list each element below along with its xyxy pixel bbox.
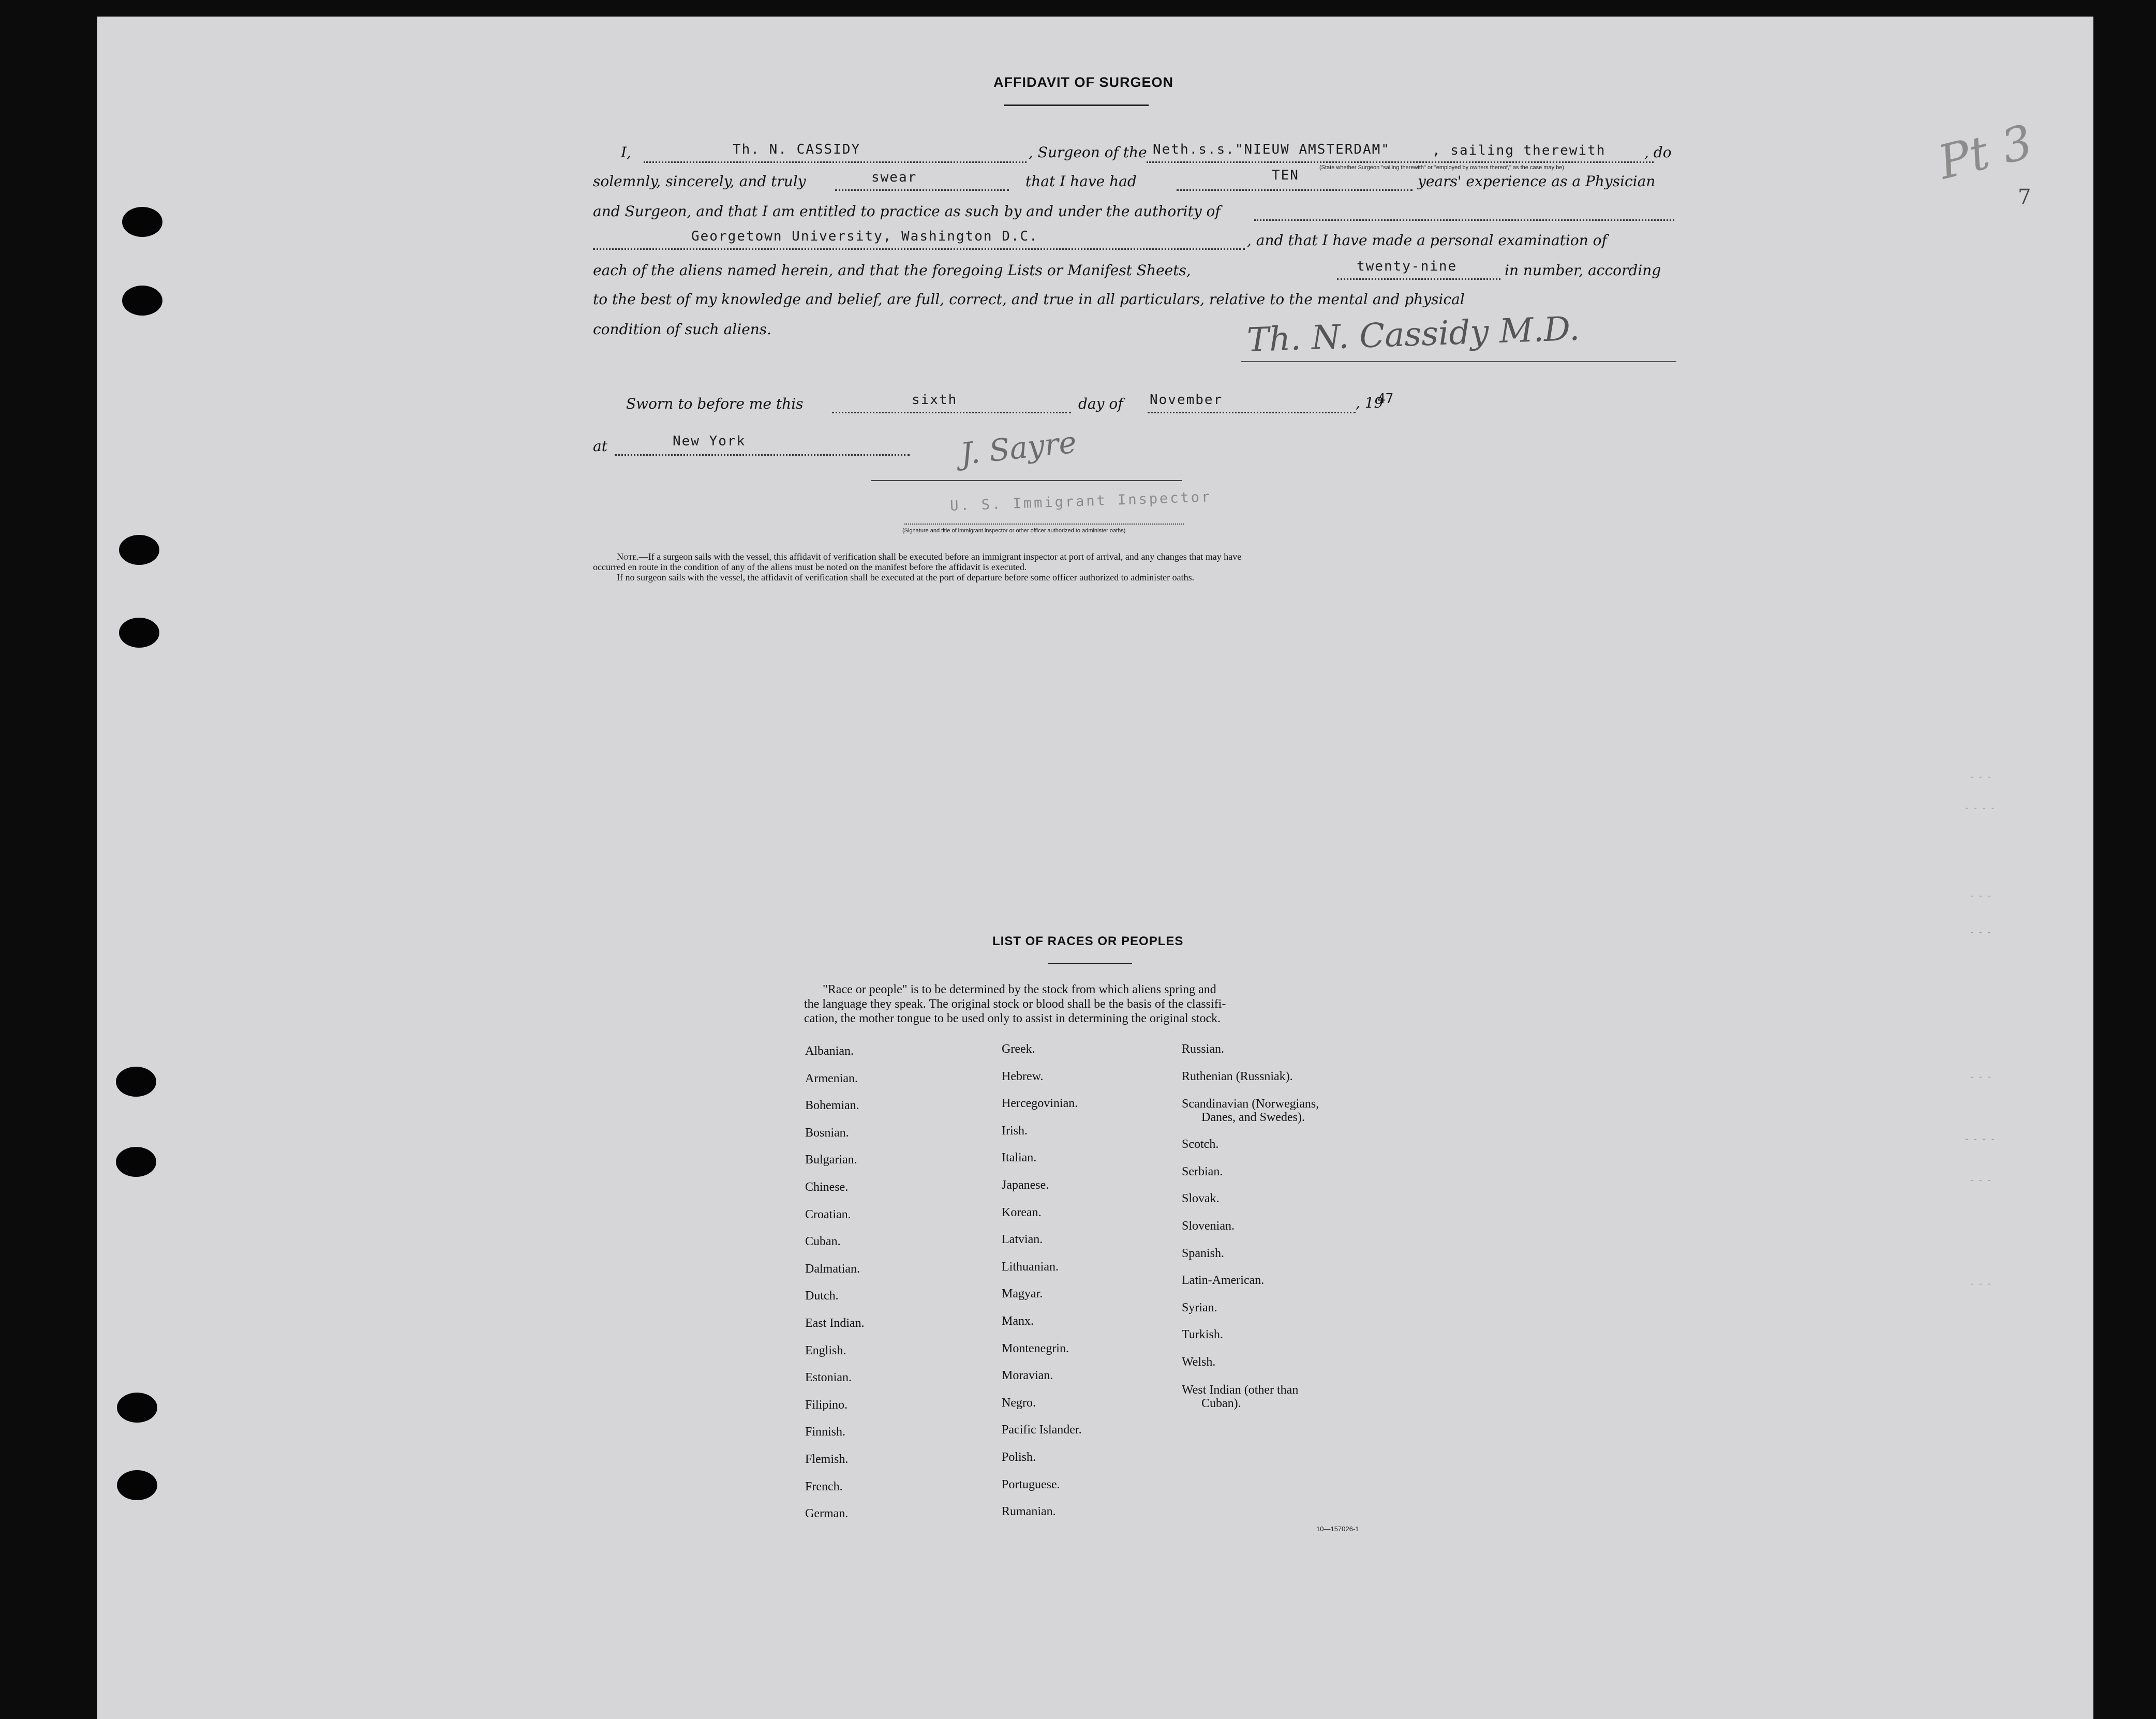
inspector-signature: J. Sayre (959, 424, 1078, 472)
affidavit-line5b: in number, according (1505, 262, 1661, 279)
fill-line (593, 248, 1245, 250)
race-item: Dalmatian. (805, 1262, 860, 1276)
fill-line (832, 412, 1071, 413)
fill-line (1147, 161, 1654, 163)
sworn-place: New York (673, 434, 746, 449)
note-line-1 (617, 551, 1241, 562)
affidavit-line5a: each of the aliens named herein, and that the foregoing Lists or Manifest Sheets, (593, 262, 1191, 279)
race-item: Serbian. (1182, 1164, 1223, 1178)
vessel-name: Neth.s.s."NIEUW AMSTERDAM" (1153, 142, 1390, 157)
race-item: Syrian. (1182, 1301, 1217, 1314)
punch-hole (122, 207, 162, 237)
races-intro-2: the language they speak. The original stock or blood shall be the basis of the classifi- (804, 997, 1226, 1011)
at-label: at (593, 438, 607, 455)
year-prefix: , 19 (1356, 394, 1384, 411)
title-underline (1004, 104, 1149, 106)
race-item: Estonian. (805, 1371, 852, 1385)
race-item: Portuguese. (1002, 1477, 1060, 1491)
race-item: Irish. (1002, 1124, 1028, 1138)
years-experience: TEN (1272, 168, 1299, 183)
margin-mark: 7 (2018, 185, 2031, 209)
punch-hole (116, 1147, 156, 1177)
surgeon-status-note: (State whether Surgeon "sailing therewith" or "employed by owners thereof," as the case may be) (1319, 165, 1564, 171)
bleed-through-mark: - - - (1970, 772, 1993, 782)
sworn-day: sixth (912, 392, 958, 408)
race-item: Finnish. (805, 1425, 846, 1439)
race-item: Latvian. (1002, 1233, 1043, 1247)
punch-hole (117, 1470, 157, 1500)
race-item: Bohemian. (805, 1099, 859, 1113)
race-item: Slovak. (1182, 1192, 1220, 1206)
race-item: Spanish. (1182, 1246, 1225, 1260)
races-title-underline (1048, 963, 1132, 964)
race-item: Polish. (1002, 1450, 1036, 1464)
oath-type: swear (871, 170, 917, 185)
race-item: Scotch. (1182, 1138, 1219, 1152)
race-item: Albanian. (805, 1044, 854, 1058)
scan-border-left (0, 0, 97, 1719)
margin-annotation: Pt 3 (1933, 114, 2038, 190)
surgeon-of-text: , Surgeon of the (1029, 144, 1147, 161)
race-item: Montenegrin. (1002, 1341, 1069, 1355)
race-item: Turkish. (1182, 1328, 1223, 1342)
scan-border-top (0, 0, 2156, 17)
race-item: Moravian. (1002, 1369, 1053, 1383)
affidavit-line2c: years' experience as a Physician (1418, 173, 1656, 190)
inspector-stamp: U. S. Immigrant Inspector (949, 489, 1212, 514)
race-item: French. (805, 1479, 843, 1493)
punch-hole (122, 286, 162, 316)
race-item: Negro. (1002, 1396, 1036, 1410)
sworn-month: November (1150, 392, 1223, 408)
race-item: English. (805, 1343, 846, 1357)
affidavit-line4: , and that I have made a personal examination of (1247, 232, 1607, 249)
race-item: Lithuanian. (1002, 1260, 1059, 1274)
inspector-caption: (Signature and title of immigrant inspector or other officer authorized to administer oaths) (902, 528, 1126, 534)
race-item: Danes, and Swedes). (1201, 1111, 1305, 1125)
surgeon-signature: Th. N. Cassidy M.D. (1246, 309, 1581, 360)
scan-border-right (2093, 0, 2156, 1719)
races-column-3 (1182, 1036, 1319, 1410)
race-item: Rumanian. (1002, 1505, 1056, 1519)
affidavit-line7: condition of such aliens. (593, 321, 772, 338)
race-item: Manx. (1002, 1314, 1034, 1328)
race-item: Greek. (1002, 1042, 1035, 1056)
fill-line (904, 524, 1184, 525)
race-item: West Indian (other than (1182, 1383, 1299, 1397)
do-text: , do (1644, 144, 1672, 161)
affidavit-line3: and Surgeon, and that I am entitled to practice as such by and under the authority of (593, 203, 1221, 220)
fill-line (1254, 219, 1674, 221)
races-title: LIST OF RACES OR PEOPLES (992, 934, 1184, 948)
race-item: Cuban. (805, 1235, 841, 1249)
race-item: Dutch. (805, 1289, 839, 1303)
race-item: Japanese. (1002, 1178, 1049, 1192)
races-column-1 (805, 1038, 865, 1528)
fill-line (644, 161, 1027, 163)
race-item: German. (805, 1507, 849, 1521)
punch-hole (117, 1393, 157, 1423)
race-item: Chinese. (805, 1180, 849, 1194)
note-text-1: —If a surgeon sails with the vessel, this affidavit of verification shall be executed before an immigrant inspector at port of arrival, and any changes that may have (638, 551, 1242, 562)
race-item: East Indian. (805, 1316, 865, 1330)
race-item: Korean. (1002, 1205, 1042, 1219)
punch-hole (119, 535, 159, 565)
bleed-through-mark: - - - (1970, 1175, 1993, 1185)
fill-line (1148, 412, 1356, 413)
document-sheet (97, 17, 2093, 1719)
affidavit-line6: to the best of my knowledge and belief, are full, correct, and true in all particulars, relative to the mental and physical (593, 291, 1465, 308)
race-item: Bulgarian. (805, 1153, 857, 1167)
race-item: Italian. (1002, 1151, 1037, 1165)
note-line-2: occurred en route in the condition of any of the aliens must be noted on the manifest before the affidavit is executed. (593, 562, 1027, 572)
fill-line (1337, 278, 1500, 280)
races-intro-1: "Race or people" is to be determined by the stock from which aliens spring and (823, 983, 1216, 996)
punch-hole (119, 618, 159, 648)
bleed-through-mark: - - - - (1965, 1134, 1996, 1144)
bleed-through-mark: - - - - (1965, 803, 1996, 813)
race-item: Welsh. (1182, 1355, 1216, 1369)
bleed-through-mark: - - - (1970, 1072, 1993, 1082)
inspector-signature-line (871, 480, 1182, 481)
race-item: Hercegovinian. (1002, 1097, 1078, 1111)
race-item: Scandinavian (Norwegians, (1182, 1097, 1319, 1111)
form-number: 10—157026-1 (1316, 1525, 1359, 1533)
race-item: Magyar. (1002, 1287, 1043, 1301)
race-item: Pacific Islander. (1002, 1423, 1082, 1437)
surgeon-name: Th. N. CASSIDY (733, 142, 861, 157)
licensing-authority: Georgetown University, Washington D.C. (691, 229, 1038, 244)
sworn-text: Sworn to before me this (626, 395, 804, 412)
race-item: Armenian. (805, 1071, 858, 1085)
race-item: Latin-American. (1182, 1274, 1265, 1288)
fill-line (1177, 189, 1412, 191)
bleed-through-mark: - - - (1970, 891, 1993, 901)
affidavit-line2a: solemnly, sincerely, and truly (593, 173, 806, 190)
races-intro-3: cation, the mother tongue to be used only to assist in determining the original stock. (804, 1012, 1221, 1025)
punch-hole (116, 1067, 156, 1097)
signature-line (1241, 361, 1676, 362)
bleed-through-mark: - - - (1970, 927, 1993, 937)
races-column-2 (1002, 1036, 1082, 1526)
race-item: Hebrew. (1002, 1069, 1044, 1083)
race-item: Russian. (1182, 1042, 1225, 1056)
note-label: Note. (617, 551, 639, 562)
sailing-status: , sailing therewith (1432, 143, 1606, 158)
race-item: Flemish. (805, 1452, 849, 1466)
affidavit-line2b: that I have had (1025, 173, 1137, 190)
race-item: Filipino. (805, 1398, 848, 1412)
sworn-year: 47 (1377, 391, 1394, 407)
bleed-through-mark: - - - (1970, 1279, 1993, 1289)
race-item: Slovenian. (1182, 1219, 1235, 1233)
race-item: Bosnian. (805, 1126, 849, 1140)
fill-line (835, 189, 1009, 191)
race-item: Cuban). (1201, 1396, 1241, 1410)
note-line-3: If no surgeon sails with the vessel, the affidavit of verification shall be executed at the port of departure before some officer authorized to administer oaths. (617, 572, 1195, 582)
fill-line (615, 454, 910, 456)
affidavit-i: I, (621, 144, 631, 161)
race-item: Ruthenian (Russniak). (1182, 1069, 1293, 1083)
affidavit-title: AFFIDAVIT OF SURGEON (993, 74, 1173, 90)
manifest-sheet-count: twenty-nine (1357, 259, 1458, 274)
day-of-text: day of (1078, 395, 1123, 412)
race-item: Croatian. (805, 1207, 851, 1221)
